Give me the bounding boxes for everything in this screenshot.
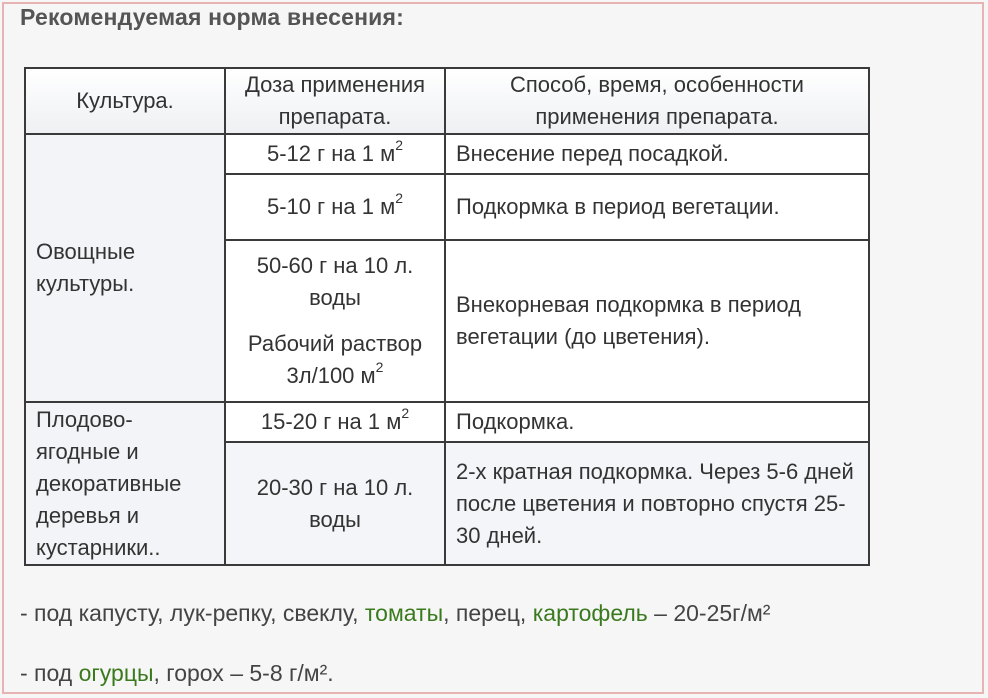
- highlight-tomatoes: томаты: [364, 600, 444, 626]
- dose-value: 15-20 г на 1 м: [260, 409, 402, 434]
- dose-cell: [225, 174, 445, 240]
- header-method: Способ, время, особенности применения препарата.: [445, 68, 869, 134]
- dose-unit-exponent: 2: [375, 358, 384, 375]
- application-rate-table: [24, 67, 870, 566]
- header-dose: Доза применения препарата.: [225, 68, 445, 134]
- header-culture: Культура.: [25, 68, 225, 134]
- method-cell: 2-х кратная подкормка. Через 5-6 дней после цветения и повторно спустя 25-30 дней.: [445, 442, 869, 565]
- culture-vegetables: Овощные культуры.: [25, 134, 225, 402]
- dose-cell: [225, 134, 445, 174]
- dose-value: 50-60 г на 10 л. воды: [256, 253, 414, 310]
- note-line-2: - под огурцы, горох – 5-8 г/м².: [20, 660, 334, 686]
- highlight-cucumbers: огурцы: [78, 660, 154, 686]
- page-title: Рекомендуемая норма внесения:: [20, 4, 404, 30]
- method-cell: Внесение перед посадкой.: [445, 134, 869, 174]
- table-row: [25, 134, 869, 174]
- dose-cell: [225, 402, 445, 442]
- method-cell: Внекорневая подкормка в период вегетации (до цветения).: [445, 240, 869, 402]
- dose-cell: 20-30 г на 10 л. воды: [225, 442, 445, 565]
- dose-value: 5-10 г на 1 м: [266, 194, 396, 219]
- method-cell: Подкормка в период вегетации.: [445, 174, 869, 240]
- working-solution-value: Рабочий раствор 3л/100 м: [247, 331, 423, 388]
- method-cell: Подкормка.: [445, 402, 869, 442]
- dose-cell: [225, 240, 445, 402]
- dose-value: 5-12 г на 1 м: [266, 141, 396, 166]
- table-header-row: [25, 68, 869, 134]
- dose-unit-exponent: 2: [401, 404, 410, 421]
- dose-unit-exponent: 2: [395, 189, 404, 206]
- table-row: [25, 402, 869, 442]
- note-line-1: - под капусту, лук-репку, свеклу, томаты, перец, картофель – 20-25г/м²: [20, 600, 771, 626]
- culture-fruit-trees: Плодово-ягодные и декоративные деревья и кустарники..: [25, 402, 225, 565]
- highlight-potatoes: картофель: [532, 600, 648, 626]
- dose-unit-exponent: 2: [395, 136, 404, 153]
